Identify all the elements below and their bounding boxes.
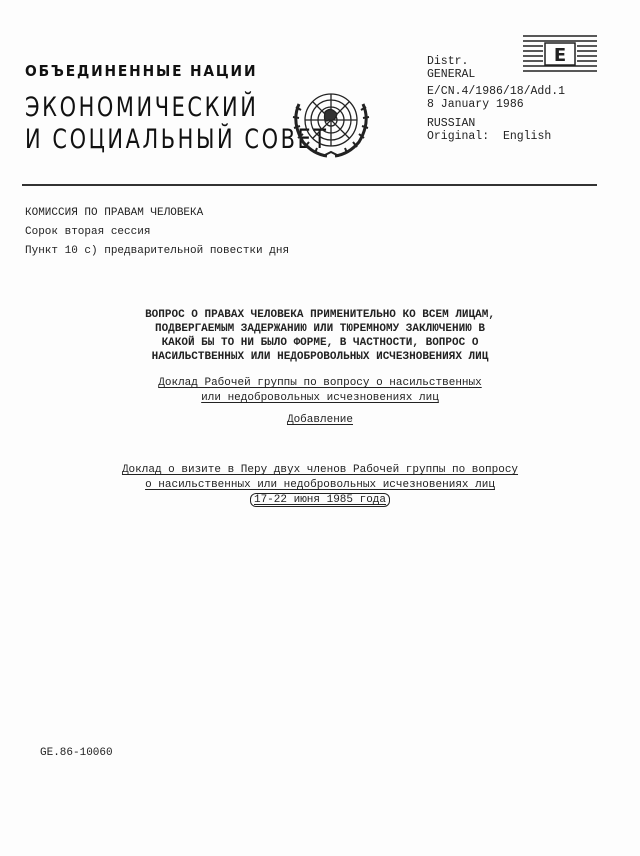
- report-title-line: Доклад Рабочей группы по вопросу о насильственных: [158, 377, 482, 389]
- document-symbol: E/CN.4/1986/18/Add.1: [427, 85, 566, 98]
- document-date: 8 January 1986: [427, 98, 524, 111]
- title-line: КАКОЙ БЫ ТО НИ БЫЛО ФОРМЕ, В ЧАСТНОСТИ, ВОПРОС О: [161, 337, 479, 349]
- addendum-heading: Добавление: [286, 414, 353, 426]
- title-line: ВОПРОС О ПРАВАХ ЧЕЛОВЕКА ПРИМЕНИТЕЛЬНО КО ВСЕМ ЛИЦАМ,: [145, 309, 495, 321]
- original-label: Original:: [427, 130, 490, 143]
- title-line: ПОДВЕРГАЕМЫМ ЗАДЕРЖАНИЮ ИЛИ ТЮРЕМНОМУ ЗАКЛЮЧЕНИЮ В: [154, 323, 486, 335]
- visit-dates: 17-22 июня 1985 года: [250, 493, 390, 507]
- un-emblem-icon: [287, 84, 375, 164]
- document-title: [0, 308, 640, 364]
- original-value: English: [502, 130, 552, 143]
- visit-report-title: [0, 463, 640, 508]
- e-series-logo-icon: [521, 33, 599, 73]
- report-title: [0, 376, 640, 406]
- document-language: RUSSIAN: [427, 117, 476, 130]
- distribution-value: GENERAL: [427, 68, 476, 81]
- organization-name: ОБЪЕДИНЕННЫЕ НАЦИИ: [25, 62, 258, 80]
- session-name: Сорок вторая сессия: [25, 226, 151, 238]
- svg-text:E: E: [553, 45, 567, 66]
- visit-report-line: Доклад о визите в Перу двух членов Рабочей группы по вопросу: [121, 464, 519, 476]
- council-name-line2: И СОЦИАЛЬНЫЙ СОВЕТ: [25, 124, 329, 155]
- job-number: GE.86-10060: [40, 747, 113, 759]
- original-language: [427, 130, 551, 144]
- title-line: НАСИЛЬСТВЕННЫХ ИЛИ НЕДОБРОВОЛЬНЫХ ИСЧЕЗНОВЕНИЯХ ЛИЦ: [151, 351, 489, 363]
- agenda-item: Пункт 10 c) предварительной повестки дня: [25, 245, 290, 257]
- council-name-line1: ЭКОНОМИЧЕСКИЙ: [25, 92, 259, 123]
- distribution-label: Distr.: [427, 55, 469, 68]
- commission-name: КОМИССИЯ ПО ПРАВАМ ЧЕЛОВЕКА: [25, 207, 204, 219]
- report-title-line: или недобровольных исчезновениях лиц: [201, 392, 439, 404]
- header-divider: [22, 184, 597, 186]
- visit-report-line: о насильственных или недобровольных исчезновениях лиц: [145, 479, 495, 491]
